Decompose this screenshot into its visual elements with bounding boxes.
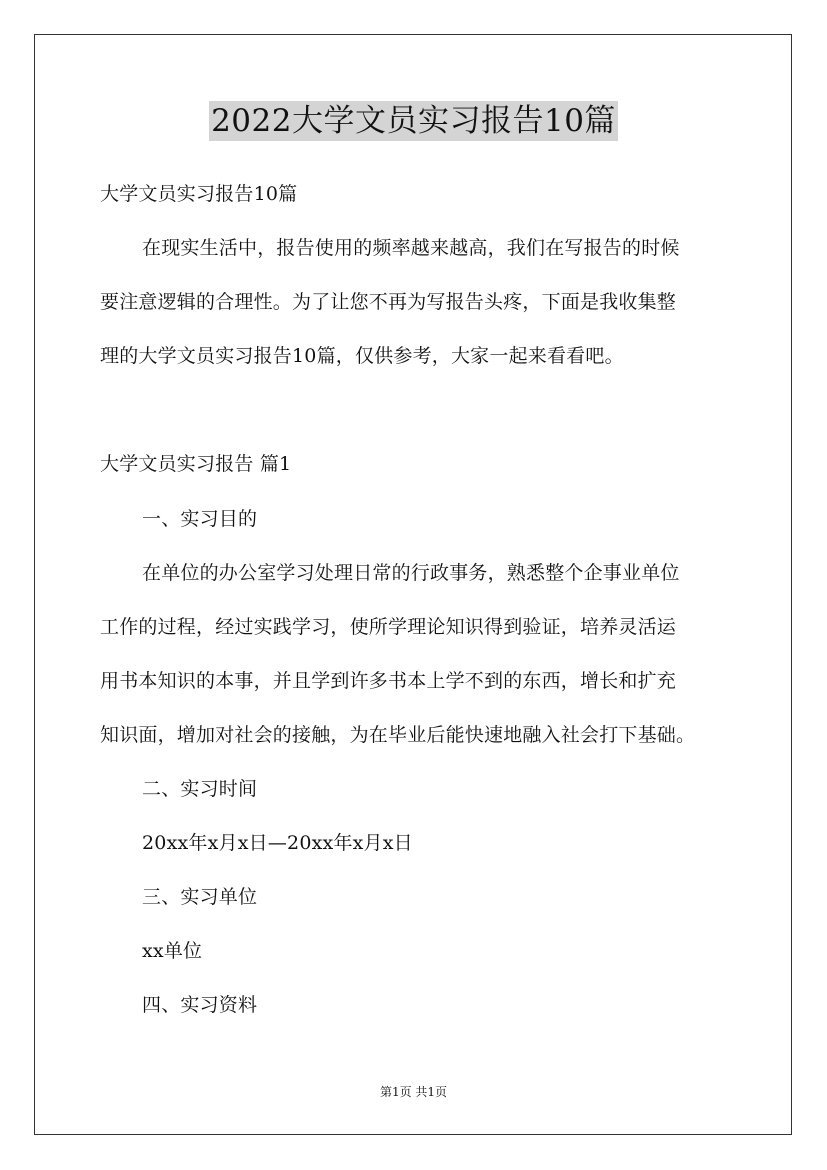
page-footer: 第1页 共1页 bbox=[379, 1085, 448, 1099]
purpose-line-4: 知识面，增加对社会的接触，为在毕业后能快速地融入社会打下基础。 bbox=[100, 724, 696, 746]
time-heading: 二、实习时间 bbox=[142, 778, 258, 800]
document-title: 2022大学文员实习报告10篇 bbox=[211, 103, 616, 139]
unit-heading: 三、实习单位 bbox=[142, 886, 258, 908]
document-subtitle: 大学文员实习报告10篇 bbox=[100, 183, 298, 205]
title-container bbox=[0, 101, 827, 141]
unit-value: xx单位 bbox=[142, 940, 203, 962]
intro-line-2: 要注意逻辑的合理性。为了让您不再为写报告头疼，下面是我收集整 bbox=[100, 291, 677, 313]
purpose-heading: 一、实习目的 bbox=[142, 508, 258, 530]
purpose-line-3: 用书本知识的本事，并且学到许多书本上学不到的东西，增长和扩充 bbox=[100, 670, 677, 692]
intro-line-1: 在现实生活中，报告使用的频率越来越高，我们在写报告的时候 bbox=[142, 237, 680, 259]
purpose-line-1: 在单位的办公室学习处理日常的行政事务，熟悉整个企事业单位 bbox=[142, 562, 680, 584]
purpose-line-2: 工作的过程，经过实践学习，使所学理论知识得到验证，培养灵活运 bbox=[100, 616, 677, 638]
section1-heading: 大学文员实习报告 篇1 bbox=[100, 453, 292, 475]
content-heading: 四、实习资料 bbox=[142, 994, 258, 1016]
time-value: 20xx年x月x日—20xx年x月x日 bbox=[142, 832, 413, 854]
intro-line-3: 理的大学文员实习报告10篇，仅供参考，大家一起来看看吧。 bbox=[100, 345, 624, 367]
